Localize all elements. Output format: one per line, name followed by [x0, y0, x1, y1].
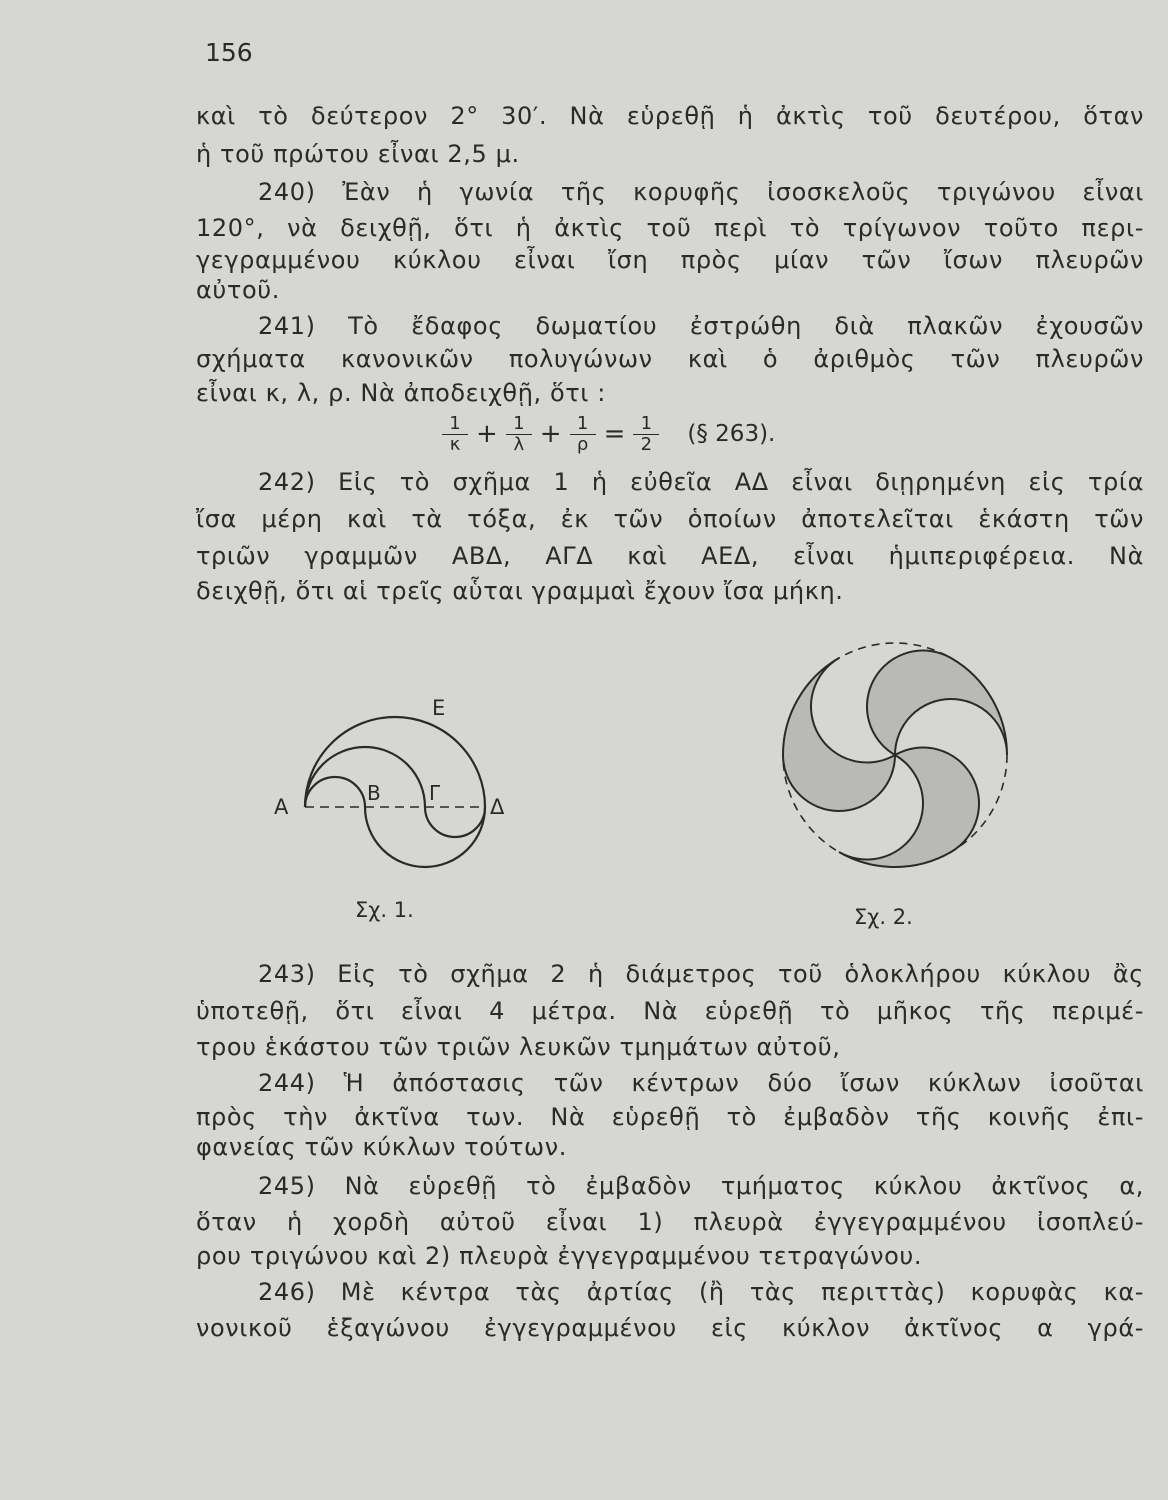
problem-240: 240) Ἐὰν ἡ γωνία τῆς κορυφῆς ἰσοσκελοῦς τριγώνου εἶναι [258, 178, 1144, 206]
label-E: Ε [432, 696, 446, 720]
arc-GD [425, 807, 485, 837]
text-line: πρὸς τὴν ἀκτῖνα των. Νὰ εὑρεθῇ τὸ ἐμβαδὸν τῆς κοινῆς ἐπι- [196, 1103, 1144, 1131]
numerator: 1 [576, 412, 589, 434]
denominator: λ [513, 433, 525, 455]
arc-AB [305, 777, 365, 807]
problem-244: 244) Ἡ ἀπόστασις τῶν κέντρων δύο ἴσων κύκλων ἰσοῦται [258, 1069, 1144, 1097]
numerator: 1 [449, 412, 461, 434]
text-line: εἶναι κ, λ, ρ. Νὰ ἀποδειχθῇ, ὅτι : [196, 379, 606, 407]
page-number: 156 [205, 38, 253, 67]
figure-1-diagram [260, 690, 550, 880]
equals-sign: = [603, 419, 626, 449]
fraction-1-2 [633, 414, 659, 455]
text-line: ὑποτεθῇ, ὅτι εἶναι 4 μέτρα. Νὰ εὑρεθῇ τὸ μῆκος τῆς περιμέ- [196, 997, 1144, 1025]
label-D: Δ [490, 795, 505, 819]
arc-AG [305, 747, 425, 807]
problem-246: 246) Μὲ κέντρα τὰς ἀρτίας (ἢ τὰς περιττὰς) κορυφὰς κα- [258, 1278, 1144, 1306]
text-line: αὐτοῦ. [196, 276, 280, 304]
figure-2-caption: Σχ. 2. [854, 905, 913, 929]
text-line: ἡ τοῦ πρώτου εἶναι 2,5 μ. [196, 140, 520, 168]
text-line: νονικοῦ ἑξαγώνου ἐγγεγραμμένου εἰς κύκλον ἀκτῖνος α γρά- [196, 1314, 1144, 1342]
plus-sign: + [539, 419, 562, 449]
fraction-1-k [442, 414, 468, 455]
text-line: καὶ τὸ δεύτερον 2° 30′. Νὰ εὑρεθῇ ἡ ἀκτὶς τοῦ δευτέρου, ὅταν [196, 102, 1144, 130]
problem-243: 243) Εἰς τὸ σχῆμα 2 ἡ διάμετρος τοῦ ὁλοκλήρου κύκλου ἂς [258, 960, 1144, 988]
text-line: ὅταν ἡ χορδὴ αὐτοῦ εἶναι 1) πλευρὰ ἐγγεγραμμένου ἰσοπλεύ- [196, 1208, 1144, 1236]
numerator: 1 [640, 412, 653, 434]
shaded-blades [783, 630, 1035, 880]
formula [438, 404, 775, 464]
text-line: ἴσα μέρη καὶ τὰ τόξα, ἐκ τῶν ὁποίων ἀποτελεῖται ἑκάστη τῶν [196, 505, 1144, 533]
arc-BD [365, 807, 485, 867]
denominator: ρ [576, 433, 589, 455]
text-line: γεγραμμένου κύκλου εἶναι ἴση πρὸς μίαν τῶν ἴσων πλευρῶν [196, 246, 1144, 274]
numerator: 1 [513, 412, 525, 434]
denominator: 2 [640, 433, 653, 455]
figure-1-caption: Σχ. 1. [355, 898, 414, 922]
arc-AED [305, 717, 485, 807]
problem-245: 245) Νὰ εὑρεθῇ τὸ ἐμβαδὸν τμήματος κύκλου ἀκτῖνος α, [258, 1172, 1144, 1200]
text-line: φανείας τῶν κύκλων τούτων. [196, 1133, 567, 1161]
text-line: δειχθῇ, ὅτι αἱ τρεῖς αὗται γραμμαὶ ἔχουν ἴσα μήκη. [196, 577, 844, 605]
label-B: Β [367, 781, 381, 805]
problem-241: 241) Τὸ ἔδαφος δωματίου ἐστρώθη διὰ πλακῶν ἐχουσῶν [258, 312, 1144, 340]
plus-sign: + [476, 419, 498, 449]
text-line: σχήματα κανονικῶν πολυγώνων καὶ ὁ ἀριθμὸς τῶν πλευρῶν [196, 345, 1144, 373]
fraction-1-r [570, 414, 596, 455]
section-reference: (§ 263). [687, 421, 776, 447]
fraction-1-l [506, 414, 532, 455]
text-line: τρου ἑκάστου τῶν τριῶν λευκῶν τμημάτων αὐτοῦ, [196, 1033, 841, 1061]
text-line: ρου τριγώνου καὶ 2) πλευρὰ ἐγγεγραμμένου τετραγώνου. [196, 1242, 923, 1270]
label-G: Γ [429, 781, 441, 805]
text-line: 120°, νὰ δειχθῇ, ὅτι ἡ ἀκτὶς τοῦ περὶ τὸ τρίγωνον τοῦτο περι- [196, 214, 1144, 242]
figure-2-diagram [740, 630, 1050, 880]
problem-242: 242) Εἰς τὸ σχῆμα 1 ἡ εὐθεῖα ΑΔ εἶναι διῃρημένη εἰς τρία [258, 468, 1144, 496]
denominator: κ [449, 433, 461, 455]
text-line: τριῶν γραμμῶν ΑΒΔ, ΑΓΔ καὶ ΑΕΔ, εἶναι ἡμιπεριφέρεια. Νὰ [196, 542, 1144, 570]
label-A: Α [274, 795, 289, 819]
